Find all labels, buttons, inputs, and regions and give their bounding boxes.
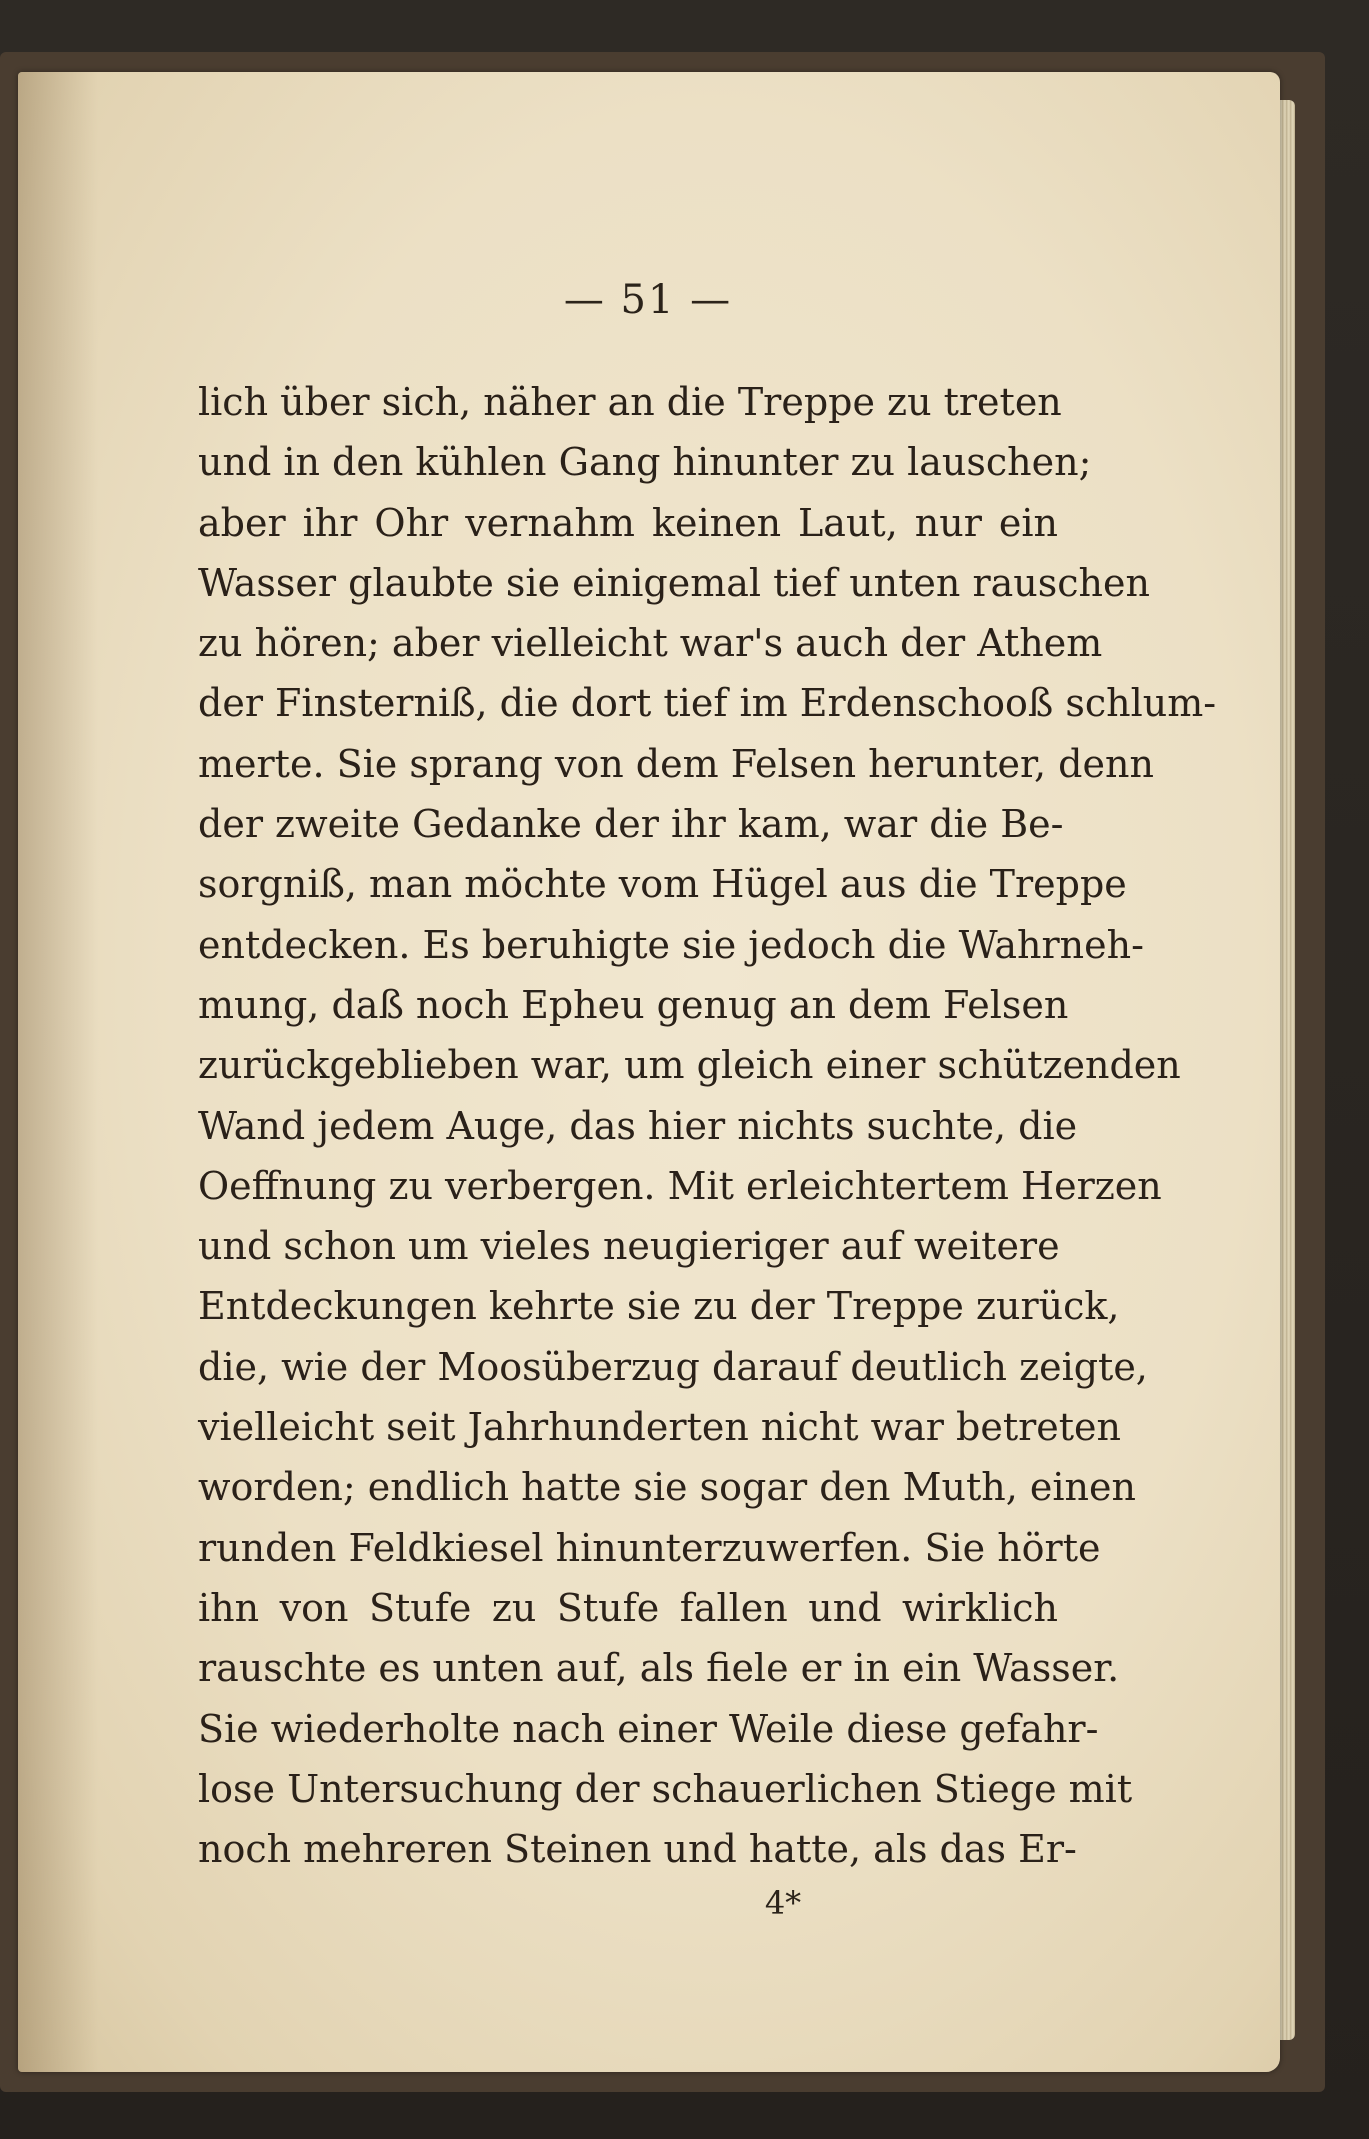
text-line: merte. Sie sprang von dem Felsen herunter, denn — [198, 741, 1154, 786]
text-line: vielleicht seit Jahrhunderten nicht war betreten — [198, 1405, 1122, 1450]
signature-mark: 4* — [764, 1884, 802, 1922]
text-line: Wand jedem Auge, das hier nichts suchte, die — [198, 1103, 1078, 1148]
text-line: der zweite Gedanke der ihr kam, war die Be- — [198, 802, 1064, 847]
text-line: Wasser glaubte sie einigemal tief unten rauschen — [198, 560, 1150, 605]
text-line: Sie wiederholte nach einer Weile diese gefahr- — [198, 1706, 1099, 1751]
page-sheet — [18, 72, 1280, 2072]
text-line: zu hören; aber vielleicht war's auch der Athem — [198, 621, 1103, 666]
text-line: lose Untersuchung der schauerlichen Stiege mit — [198, 1766, 1133, 1811]
text-line: worden; endlich hatte sie sogar den Muth, einen — [198, 1465, 1136, 1510]
text-line: und schon um vieles neugieriger auf weitere — [198, 1224, 1060, 1269]
text-line: mung, daß noch Epheu genug an dem Felsen — [198, 982, 1069, 1027]
text-line: ihn von Stufe zu Stufe fallen und wirklich — [198, 1585, 1058, 1630]
text-line: die, wie der Moosüberzug darauf deutlich zeigte, — [198, 1344, 1148, 1389]
text-line: noch mehreren Steinen und hatte, als das Er- — [198, 1827, 1077, 1872]
text-line: Oeffnung zu verbergen. Mit erleichtertem Herzen — [198, 1163, 1162, 1208]
page-number-header: — 51 — — [563, 277, 733, 323]
text-line: lich über sich, näher an die Treppe zu treten — [198, 380, 1062, 424]
text-line: entdecken. Es beruhigte sie jedoch die Wahrneh- — [198, 922, 1144, 967]
body-text — [198, 372, 1217, 1879]
text-line: rauschte es unten auf, als fiele er in ein Wasser. — [198, 1646, 1120, 1691]
text-line: Entdeckungen kehrte sie zu der Treppe zurück, — [198, 1284, 1120, 1329]
text-line: sorgniß, man möchte vom Hügel aus die Treppe — [198, 862, 1127, 907]
text-line: runden Feldkiesel hinunterzuwerfen. Sie hörte — [198, 1525, 1101, 1570]
page-gutter-shadow — [18, 72, 98, 2072]
text-line: der Finsterniß, die dort tief im Erdenschooß schlum- — [198, 681, 1217, 726]
text-line: zurückgeblieben war, um gleich einer schützenden — [198, 1043, 1181, 1088]
text-line: aber ihr Ohr vernahm keinen Laut, nur ein — [198, 500, 1058, 545]
text-line: und in den kühlen Gang hinunter zu lauschen; — [198, 440, 1092, 485]
